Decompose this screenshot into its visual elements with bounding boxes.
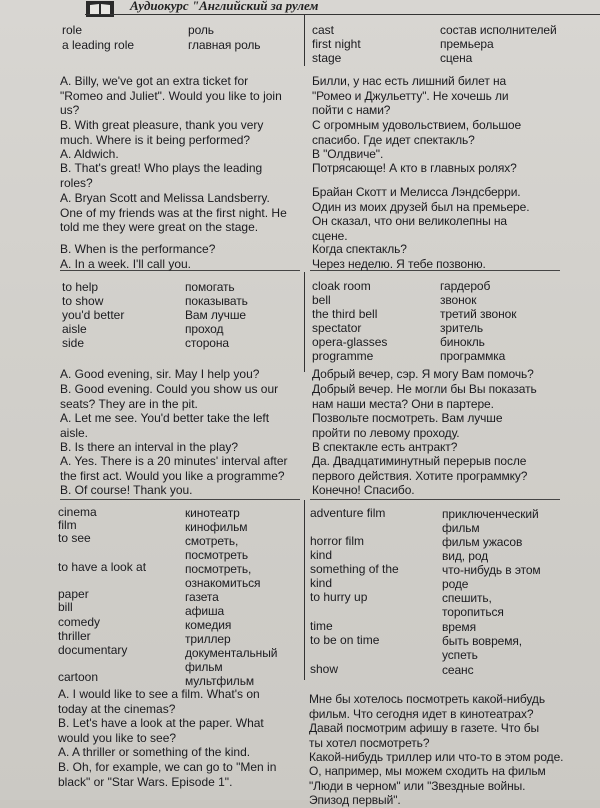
- vocab-translation: фильм: [442, 521, 480, 535]
- dialog-line: Билли, у нас есть лишний билет на "Ромео и Джульетту". Не хочешь ли пойти с нами?: [312, 74, 509, 118]
- vocab-translation: программка: [440, 349, 506, 363]
- vocab-translation: сеанс: [442, 663, 474, 677]
- vocab-translation: проход: [185, 322, 224, 336]
- vocab-translation: гардероб: [440, 279, 491, 293]
- vocab-term: cinema: [58, 505, 97, 519]
- vocab-translation: показывать: [185, 294, 248, 308]
- dialog-line: B. Oh, for example, we can go to "Men in black" or "Star Wars. Episode 1".: [58, 760, 277, 789]
- dialog-line: B. Is there an interval in the play?: [60, 440, 239, 454]
- dialog-line: A. Aldwich.: [60, 147, 119, 161]
- vocab-term: kind: [310, 548, 333, 562]
- vocab-term: kind: [310, 576, 333, 590]
- column-divider: [304, 272, 305, 372]
- vocab-term: bill: [58, 600, 73, 614]
- vocab-term: to have a look at: [58, 560, 147, 574]
- vocab-term: side: [62, 336, 85, 350]
- dialog-line: Добрый вечер, сэр. Я могу Вам помочь?: [312, 367, 534, 381]
- vocab-translation: документальный: [185, 646, 278, 660]
- vocab-term: cast: [312, 23, 335, 37]
- dialog-line: Брайан Скотт и Мелисса Лэндсберри. Один из моих друзей был на премьере. Он сказал, что они великолепны на сцене.: [312, 185, 530, 243]
- vocab-translation: газета: [185, 590, 219, 604]
- vocab-translation: время: [442, 620, 476, 634]
- section-rule: [60, 499, 300, 500]
- dialog-line: Какой-нибудь триллер или что-то в этом роде.: [309, 750, 564, 764]
- vocab-term: first night: [312, 37, 361, 51]
- vocab-term: to show: [62, 294, 104, 308]
- vocab-term: horror film: [310, 534, 365, 548]
- vocab-term: stage: [312, 51, 342, 65]
- vocab-translation: мультфильм: [185, 674, 255, 688]
- dialog-line: B. That's great! Who plays the leading roles?: [60, 161, 263, 190]
- vocab-term: you'd better: [62, 308, 125, 322]
- vocab-translation: состав исполнителей: [440, 23, 557, 37]
- vocab-translation: что-нибудь в этом: [442, 563, 541, 577]
- vocab-translation: посмотреть: [185, 548, 249, 562]
- vocab-term: to be on time: [310, 633, 380, 647]
- vocab-term: cloak room: [312, 279, 371, 293]
- vocab-translation: помогать: [185, 280, 235, 294]
- dialog-line: Добрый вечер. Не могли бы Вы показать нам наши места? Они в партере.: [312, 382, 537, 411]
- dialog-line: О, например, мы можем сходить на фильм "Люди в черном" или "Звездные войны. Эпизод первый".: [309, 764, 546, 808]
- dialog-line: Потрясающе! А кто в главных ролях?: [312, 161, 517, 175]
- vocab-term: aisle: [62, 322, 87, 336]
- section-rule: [310, 499, 560, 500]
- vocab-term: comedy: [58, 615, 101, 629]
- vocab-term: programme: [312, 349, 374, 363]
- dialog-line: Давай посмотрим афишу в газете. Что бы ты хотел посмотреть?: [309, 721, 540, 750]
- vocab-translation: триллер: [185, 632, 231, 646]
- vocab-translation: кинотеатр: [185, 506, 240, 520]
- vocab-translation: быть вовремя,: [442, 634, 522, 648]
- vocab-term: to see: [58, 531, 91, 545]
- vocab-translation: вид, род: [442, 549, 489, 563]
- vocab-term: a leading role: [62, 38, 135, 52]
- dialog-line: С огромным удовольствием, большое спасибо. Где идет спектакль?: [312, 118, 522, 147]
- vocab-translation: сторона: [185, 336, 229, 350]
- dialog-line: A. In a week. I'll call you.: [60, 257, 192, 271]
- dialog-line: Позвольте посмотреть. Вам лучше пройти по левому проходу.: [312, 411, 503, 440]
- dialog-line: B. Good evening. Could you show us our seats? They are in the pit.: [60, 382, 279, 411]
- vocab-translation: успеть: [442, 648, 478, 662]
- vocab-translation: кинофильм: [185, 520, 248, 534]
- vocab-term: to help: [62, 280, 99, 294]
- vocab-translation: смотреть,: [185, 534, 239, 548]
- vocab-translation: приключенческий: [442, 507, 539, 521]
- dialog-line: A. Yes. There is a 20 minutes' interval after the first act. Would you like a programme?: [60, 454, 288, 483]
- vocab-translation: посмотреть,: [185, 562, 252, 576]
- vocab-translation: премьера: [440, 37, 494, 51]
- page-header: [85, 0, 600, 15]
- dialog-line: Через неделю. Я тебе позвоню.: [312, 257, 486, 271]
- vocab-translation: главная роль: [188, 38, 261, 52]
- vocab-translation: роль: [188, 23, 214, 37]
- dialog-line: A. Let me see. You'd better take the left aisle.: [60, 411, 270, 440]
- vocab-term: paper: [58, 587, 89, 601]
- vocab-term: documentary: [58, 643, 128, 657]
- vocab-translation: комедия: [185, 618, 232, 632]
- dialog-line: Мне бы хотелось посмотреть какой-нибудь фильм. Что сегодня идет в кинотеатрах?: [309, 692, 545, 721]
- dialog-line: Когда спектакль?: [312, 242, 407, 256]
- vocab-term: role: [62, 23, 83, 37]
- dialog-line: A. Good evening, sir. May I help you?: [60, 367, 260, 381]
- dialog-line: A. Billy, we've got an extra ticket for "Romeo and Juliet". Would you like to join us?: [60, 74, 282, 118]
- column-divider: [304, 500, 305, 680]
- vocab-term: cartoon: [58, 670, 99, 684]
- dialog-line: В "Олдвиче".: [312, 147, 384, 161]
- dialog-line: Конечно! Спасибо.: [312, 483, 415, 497]
- vocab-term: spectator: [312, 321, 362, 335]
- dialog-line: B. When is the performance?: [60, 242, 216, 256]
- vocab-translation: торопиться: [442, 605, 504, 619]
- vocab-term: adventure film: [310, 506, 386, 520]
- vocab-translation: звонок: [440, 293, 477, 307]
- dialog-line: B. With great pleasure, thank you very much. Where is it being performed?: [60, 118, 264, 147]
- vocab-term: film: [58, 518, 77, 532]
- dialog-line: В спектакле есть антракт?: [312, 440, 458, 454]
- vocab-term: to hurry up: [310, 590, 368, 604]
- vocab-translation: спешить,: [442, 591, 492, 605]
- vocab-term: opera-glasses: [312, 335, 388, 349]
- column-divider: [304, 14, 305, 66]
- vocab-translation: фильм ужасов: [442, 535, 523, 549]
- vocab-translation: афиша: [185, 604, 225, 618]
- vocab-translation: Вам лучше: [185, 308, 246, 322]
- dialog-line: A. Bryan Scott and Melissa Landsberry. One of my friends was at the first night. He told me they were great on the stage.: [60, 191, 287, 235]
- vocab-translation: фильм: [185, 660, 223, 674]
- vocab-term: the third bell: [312, 307, 378, 321]
- vocab-translation: роде: [442, 577, 469, 591]
- vocab-term: time: [310, 619, 333, 633]
- header-title: Аудиокурс "Английский за рулем: [130, 0, 319, 13]
- vocab-translation: ознакомиться: [185, 576, 261, 590]
- dialog-line: B. Of course! Thank you.: [60, 483, 193, 497]
- dialog-line: B. Let's have a look at the paper. What would you like to see?: [58, 716, 264, 745]
- vocab-translation: зритель: [440, 321, 484, 335]
- vocab-term: bell: [312, 293, 331, 307]
- vocab-translation: третий звонок: [440, 307, 517, 321]
- vocab-term: something of the: [310, 562, 399, 576]
- vocab-translation: сцена: [440, 51, 473, 65]
- vocab-term: show: [310, 662, 339, 676]
- dialog-line: A. A thriller or something of the kind.: [58, 745, 251, 759]
- dialog-line: Да. Двадцатиминутный перерыв после первого действия. Хотите программку?: [312, 454, 528, 483]
- vocab-translation: бинокль: [440, 335, 485, 349]
- dialog-line: A. I would like to see a film. What's on today at the cinemas?: [58, 687, 260, 716]
- vocab-term: thriller: [58, 629, 91, 643]
